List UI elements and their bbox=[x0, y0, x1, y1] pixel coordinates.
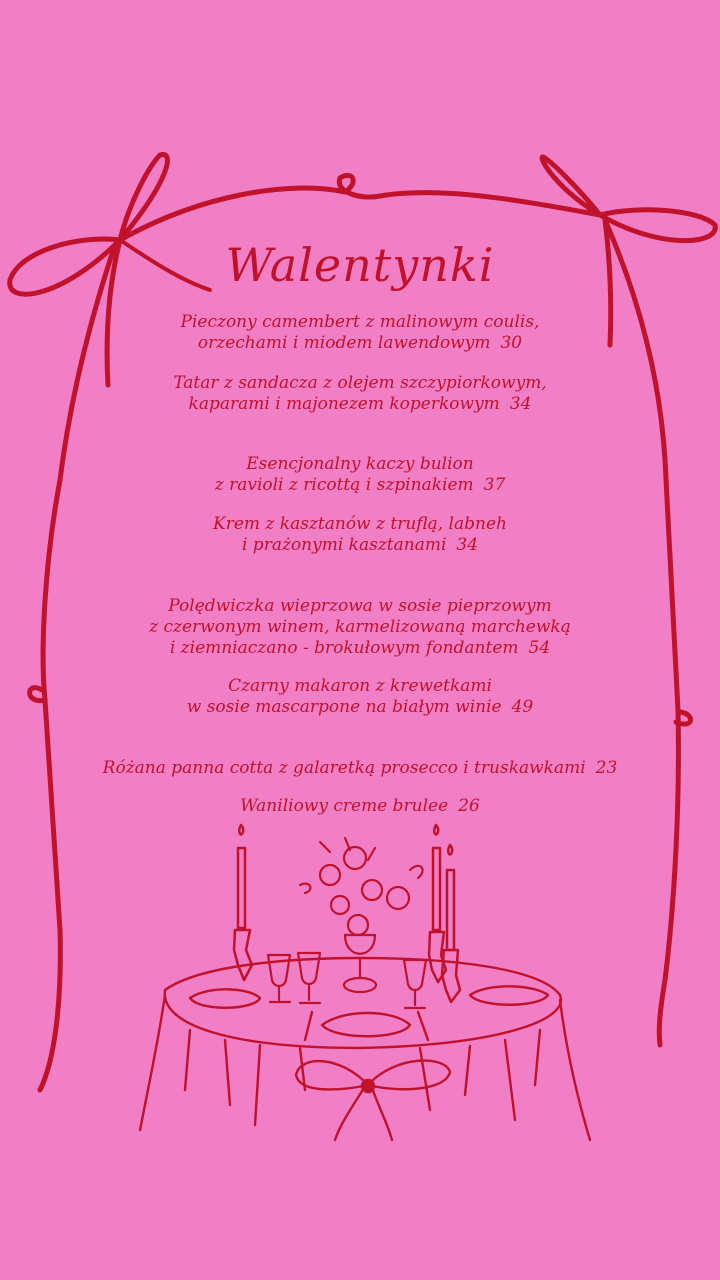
menu-item bbox=[40, 596, 680, 659]
dish-description: z czerwonym winem, karmelizowaną marchewką bbox=[149, 617, 571, 637]
candle-icon bbox=[234, 825, 252, 980]
menu-item bbox=[40, 454, 680, 496]
dish-price: 30 bbox=[500, 333, 523, 353]
dinner-plate-icon bbox=[190, 989, 260, 1007]
dish-price: 37 bbox=[483, 475, 506, 495]
dish-description: Tatar z sandacza z olejem szczypiorkowym, bbox=[173, 373, 547, 393]
dish-description: w sosie mascarpone na białym winie bbox=[186, 697, 502, 717]
candle-icon bbox=[429, 825, 460, 1002]
menu-item bbox=[40, 676, 680, 718]
menu-item bbox=[40, 758, 680, 779]
dish-description: i ziemniaczano - brokułowym fondantem bbox=[169, 638, 519, 658]
dish-price: 23 bbox=[595, 758, 618, 778]
dish-description: Esencjonalny kaczy bulion bbox=[246, 454, 474, 474]
menu-item bbox=[40, 796, 680, 817]
dish-description: i prażonymi kasztanami bbox=[241, 535, 447, 555]
dish-description: orzechami i miodem lawendowym bbox=[197, 333, 491, 353]
dish-price: 49 bbox=[511, 697, 534, 717]
dish-description: Czarny makaron z krewetkami bbox=[228, 676, 492, 696]
dish-description: Pieczony camembert z malinowym coulis, bbox=[180, 312, 540, 332]
dining-table-icon bbox=[140, 958, 590, 1140]
dish-description: Różana panna cotta z galaretką prosecco i truskawkami bbox=[102, 758, 586, 778]
dish-price: 34 bbox=[456, 535, 479, 555]
menu-item bbox=[40, 312, 680, 354]
dish-price: 34 bbox=[509, 394, 532, 414]
dinner-plate-icon bbox=[322, 1013, 410, 1036]
dinner-plate-icon bbox=[470, 986, 548, 1004]
dish-description: Waniliowy creme brulee bbox=[240, 796, 449, 816]
page-title: Walentynki bbox=[225, 238, 495, 292]
menu-item bbox=[40, 373, 680, 415]
dish-price: 26 bbox=[458, 796, 480, 816]
dish-price: 54 bbox=[528, 638, 551, 658]
ribbon-string-icon bbox=[120, 175, 600, 240]
dish-description: z ravioli z ricottą i szpinakiem bbox=[214, 475, 474, 495]
menu-item bbox=[40, 514, 680, 556]
dish-description: Polędwiczka wieprzowa w sosie pieprzowym bbox=[168, 596, 552, 616]
dish-description: kaparami i majonezem koperkowym bbox=[188, 394, 500, 414]
dish-description: Krem z kasztanów z truflą, labneh bbox=[213, 514, 507, 534]
